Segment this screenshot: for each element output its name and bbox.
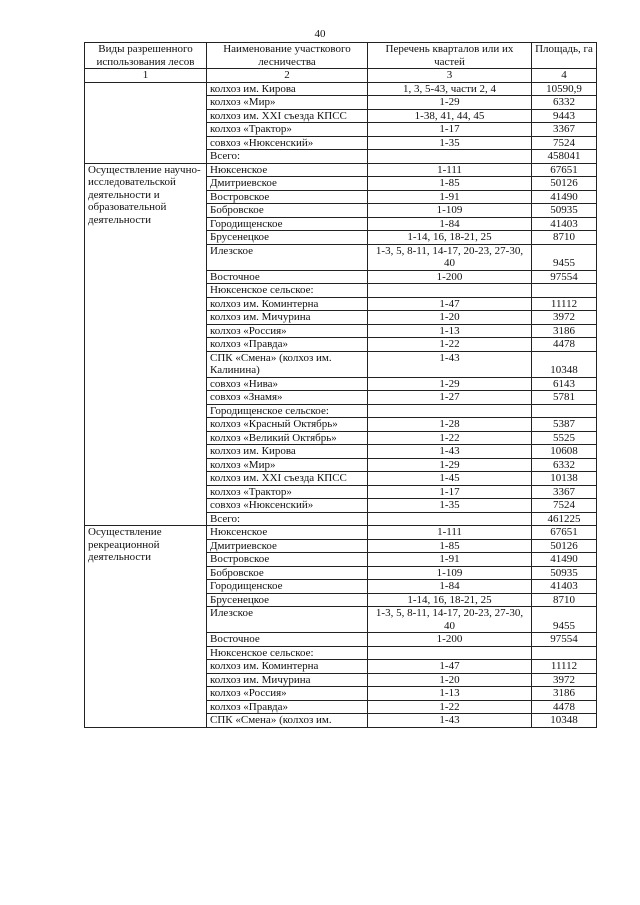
quarters-cell: 1-22 [368, 431, 532, 445]
table-row [85, 526, 597, 540]
area-cell: 50935 [532, 566, 597, 580]
quarters-cell: 1-91 [368, 553, 532, 567]
header-area: Площадь, га [532, 43, 597, 69]
area-cell: 5525 [532, 431, 597, 445]
area-cell: 41490 [532, 190, 597, 204]
forest-use-table [84, 42, 597, 728]
area-cell: 7524 [532, 136, 597, 150]
use-type-cell: Осуществление рекреационной деятельности [85, 526, 207, 728]
area-cell [532, 284, 597, 298]
area-cell: 9455 [532, 244, 597, 270]
quarters-cell: 1-13 [368, 687, 532, 701]
quarters-cell: 1-91 [368, 190, 532, 204]
forestry-name-cell: Восточное [207, 270, 368, 284]
quarters-cell: 1-111 [368, 526, 532, 540]
quarters-cell: 1, 3, 5-43, части 2, 4 [368, 82, 532, 96]
area-cell: 50126 [532, 177, 597, 191]
forestry-name-cell: Илезское [207, 244, 368, 270]
quarters-cell: 1-14, 16, 18-21, 25 [368, 593, 532, 607]
forestry-name-cell: колхоз им. Кирова [207, 82, 368, 96]
forestry-name-cell: Нюксенское [207, 526, 368, 540]
quarters-cell: 1-84 [368, 217, 532, 231]
page-number: 40 [314, 28, 326, 40]
quarters-cell: 1-3, 5, 8-11, 14-17, 20-23, 27-30, 40 [368, 244, 532, 270]
forestry-name-cell: Дмитриевское [207, 539, 368, 553]
quarters-cell [368, 150, 532, 164]
quarters-cell: 1-84 [368, 580, 532, 594]
area-cell: 3367 [532, 485, 597, 499]
forestry-name-cell: СПК «Смена» (колхоз им. [207, 714, 368, 728]
quarters-cell: 1-43 [368, 351, 532, 377]
area-cell: 7524 [532, 499, 597, 513]
quarters-cell: 1-85 [368, 539, 532, 553]
forestry-name-cell: совхоз «Нива» [207, 377, 368, 391]
quarters-cell: 1-20 [368, 311, 532, 325]
forestry-name-cell: колхоз им. Мичурина [207, 673, 368, 687]
forestry-name-cell: Бобровское [207, 204, 368, 218]
quarters-cell: 1-3, 5, 8-11, 14-17, 20-23, 27-30, 40 [368, 607, 532, 633]
quarters-cell: 1-85 [368, 177, 532, 191]
forestry-name-cell: Городищенское сельское: [207, 404, 368, 418]
quarters-cell: 1-38, 41, 44, 45 [368, 109, 532, 123]
use-type-cell: Осуществление научно-исследовательской деятельности и образовательной деятельности [85, 163, 207, 526]
use-type-cell [85, 82, 207, 163]
header-forestry-name: Наименование участкового лесничества [207, 43, 368, 69]
quarters-cell: 1-17 [368, 123, 532, 137]
forestry-name-cell: колхоз «Трактор» [207, 123, 368, 137]
area-cell: 67651 [532, 526, 597, 540]
area-cell [532, 404, 597, 418]
area-cell: 4478 [532, 338, 597, 352]
forestry-name-cell: совхоз «Знамя» [207, 391, 368, 405]
column-number: 4 [532, 69, 597, 83]
area-cell: 6332 [532, 96, 597, 110]
quarters-cell: 1-13 [368, 324, 532, 338]
quarters-cell: 1-17 [368, 485, 532, 499]
area-cell: 10138 [532, 472, 597, 486]
area-cell: 67651 [532, 163, 597, 177]
column-number: 3 [368, 69, 532, 83]
forestry-name-cell: Нюксенское сельское: [207, 284, 368, 298]
quarters-cell: 1-35 [368, 136, 532, 150]
area-cell: 10348 [532, 714, 597, 728]
forestry-name-cell: колхоз им. Кирова [207, 445, 368, 459]
area-cell [532, 646, 597, 660]
area-cell: 3367 [532, 123, 597, 137]
forestry-name-cell: колхоз им. XXI съезда КПСС [207, 472, 368, 486]
area-cell: 8710 [532, 593, 597, 607]
forestry-name-cell: Нюксенское сельское: [207, 646, 368, 660]
forestry-name-cell: СПК «Смена» (колхоз им. Калинина) [207, 351, 368, 377]
forestry-name-cell: колхоз «Трактор» [207, 485, 368, 499]
quarters-cell: 1-47 [368, 660, 532, 674]
area-cell: 5387 [532, 418, 597, 432]
area-cell: 6332 [532, 458, 597, 472]
area-cell: 10590,9 [532, 82, 597, 96]
forestry-name-cell: колхоз «Мир» [207, 458, 368, 472]
quarters-cell [368, 646, 532, 660]
quarters-cell: 1-45 [368, 472, 532, 486]
quarters-cell: 1-47 [368, 297, 532, 311]
quarters-cell: 1-200 [368, 270, 532, 284]
forestry-name-cell: Бобровское [207, 566, 368, 580]
forestry-name-cell: колхоз им. XXI съезда КПСС [207, 109, 368, 123]
forestry-name-cell: колхоз «Мир» [207, 96, 368, 110]
quarters-cell: 1-43 [368, 714, 532, 728]
area-cell: 41403 [532, 217, 597, 231]
area-cell: 97554 [532, 270, 597, 284]
area-cell: 50935 [532, 204, 597, 218]
forestry-name-cell: Востровское [207, 553, 368, 567]
forestry-name-cell: Брусенецкое [207, 231, 368, 245]
forestry-name-cell: колхоз им. Мичурина [207, 311, 368, 325]
forestry-name-cell: колхоз им. Коминтерна [207, 660, 368, 674]
column-number-row [85, 69, 597, 83]
area-cell: 9455 [532, 607, 597, 633]
table-body [85, 43, 597, 728]
area-cell: 3972 [532, 311, 597, 325]
header-quarters: Перечень кварталов или их частей [368, 43, 532, 69]
area-cell: 11112 [532, 297, 597, 311]
column-number: 1 [85, 69, 207, 83]
forestry-name-cell: колхоз «Россия» [207, 687, 368, 701]
quarters-cell: 1-29 [368, 96, 532, 110]
forestry-name-cell: Городищенское [207, 217, 368, 231]
area-cell: 458041 [532, 150, 597, 164]
forestry-name-cell: Восточное [207, 633, 368, 647]
area-cell: 3972 [532, 673, 597, 687]
quarters-cell: 1-29 [368, 377, 532, 391]
area-cell: 41490 [532, 553, 597, 567]
area-cell: 10348 [532, 351, 597, 377]
area-cell: 8710 [532, 231, 597, 245]
area-cell: 11112 [532, 660, 597, 674]
quarters-cell: 1-35 [368, 499, 532, 513]
header-use-type: Виды разрешенного использования лесов [85, 43, 207, 69]
forestry-name-cell: Востровское [207, 190, 368, 204]
forestry-name-cell: Нюксенское [207, 163, 368, 177]
area-cell: 50126 [532, 539, 597, 553]
area-cell: 9443 [532, 109, 597, 123]
quarters-cell: 1-109 [368, 566, 532, 580]
area-cell: 97554 [532, 633, 597, 647]
quarters-cell: 1-28 [368, 418, 532, 432]
table-header-row [85, 43, 597, 69]
area-cell: 3186 [532, 687, 597, 701]
forestry-name-cell: Илезское [207, 607, 368, 633]
quarters-cell: 1-111 [368, 163, 532, 177]
quarters-cell [368, 404, 532, 418]
forestry-name-cell: Всего: [207, 512, 368, 526]
forestry-name-cell: совхоз «Нюксенский» [207, 499, 368, 513]
area-cell: 41403 [532, 580, 597, 594]
area-cell: 5781 [532, 391, 597, 405]
quarters-cell: 1-22 [368, 338, 532, 352]
forestry-name-cell: Брусенецкое [207, 593, 368, 607]
quarters-cell: 1-109 [368, 204, 532, 218]
forestry-name-cell: колхоз «Правда» [207, 700, 368, 714]
area-cell: 3186 [532, 324, 597, 338]
forestry-name-cell: Дмитриевское [207, 177, 368, 191]
forestry-name-cell: Городищенское [207, 580, 368, 594]
area-cell: 4478 [532, 700, 597, 714]
area-cell: 10608 [532, 445, 597, 459]
quarters-cell: 1-200 [368, 633, 532, 647]
quarters-cell: 1-14, 16, 18-21, 25 [368, 231, 532, 245]
quarters-cell: 1-20 [368, 673, 532, 687]
area-cell: 6143 [532, 377, 597, 391]
quarters-cell: 1-22 [368, 700, 532, 714]
column-number: 2 [207, 69, 368, 83]
table-row [85, 163, 597, 177]
area-cell: 461225 [532, 512, 597, 526]
table-row [85, 82, 597, 96]
quarters-cell [368, 284, 532, 298]
quarters-cell: 1-27 [368, 391, 532, 405]
forestry-name-cell: колхоз им. Коминтерна [207, 297, 368, 311]
forestry-name-cell: колхоз «Россия» [207, 324, 368, 338]
quarters-cell: 1-29 [368, 458, 532, 472]
forestry-name-cell: Всего: [207, 150, 368, 164]
forestry-name-cell: колхоз «Великий Октябрь» [207, 431, 368, 445]
quarters-cell [368, 512, 532, 526]
forestry-name-cell: колхоз «Красный Октябрь» [207, 418, 368, 432]
forestry-name-cell: совхоз «Нюксенский» [207, 136, 368, 150]
quarters-cell: 1-43 [368, 445, 532, 459]
forestry-name-cell: колхоз «Правда» [207, 338, 368, 352]
